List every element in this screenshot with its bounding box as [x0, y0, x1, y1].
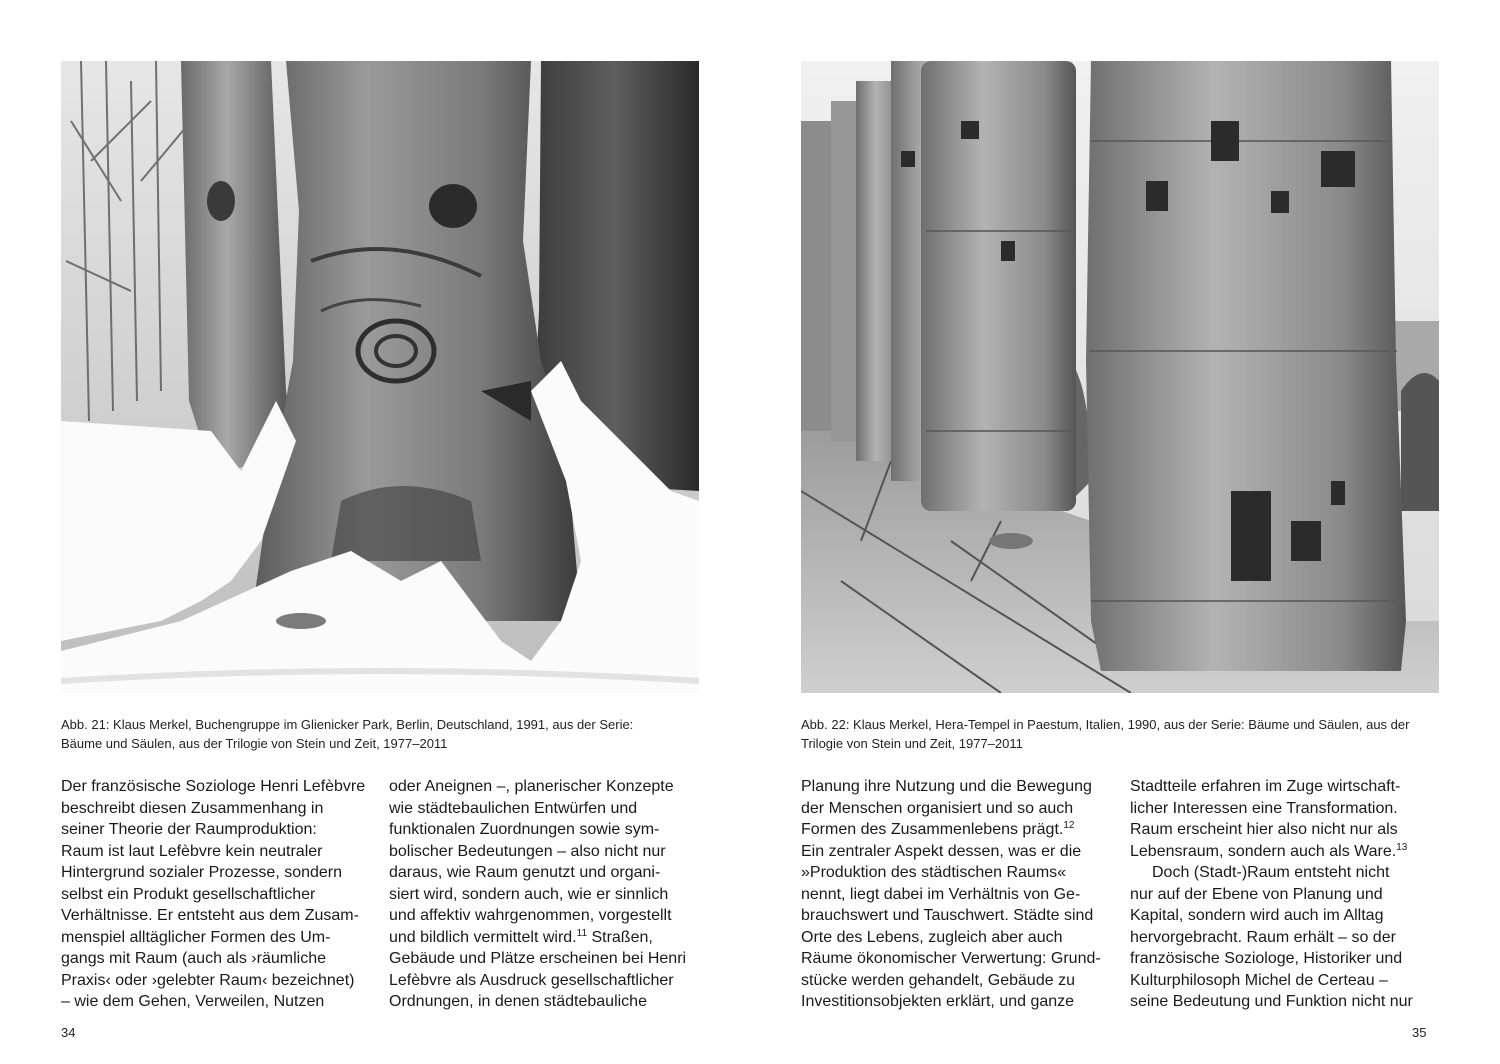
text-line: Investitionsobjekten erklärt, und ganze: [801, 993, 1075, 1010]
text-line: Doch (Stadt-)Raum entsteht nicht: [1152, 864, 1390, 881]
text-line: siert wird, sondern auch, wie er sinnlich: [389, 885, 669, 903]
text-span: Straßen,: [587, 928, 653, 946]
text-line: Ein zentraler Aspekt dessen, was er die: [801, 842, 1082, 860]
figure-caption-22: [801, 715, 1441, 753]
text-line: Räume ökonomischer Verwertung: Grund-: [801, 950, 1101, 967]
text-line: Hintergrund sozialer Prozesse, sondern: [61, 864, 343, 881]
text-line: Stadtteile erfahren im Zuge wirtschaft-: [1130, 778, 1401, 795]
text-line: menspiel alltäglicher Formen des Um-: [61, 928, 331, 946]
body-column-3: [801, 776, 1119, 1013]
text-line: oder Aneignen –, planerischer Konzepte: [389, 778, 674, 795]
text-line: – wie dem Gehen, Verweilen, Nutzen: [61, 993, 325, 1010]
caption-line: Abb. 21: Klaus Merkel, Buchengruppe im Glienicker Park, Berlin, Deutschland, 1991, aus der Serie:: [61, 717, 634, 732]
footnote-ref-11[interactable]: 11: [576, 927, 588, 939]
footnote-ref-13[interactable]: 13: [1396, 841, 1408, 853]
text-line: stücke werden gehandelt, Gebäude zu: [801, 971, 1075, 989]
text-line: selbst ein Produkt gesellschaftlicher: [61, 885, 316, 903]
text-line: »Produktion des städtischen Raums«: [801, 864, 1067, 881]
text-line: licher Interessen eine Transformation.: [1130, 799, 1398, 817]
body-column-4: [1130, 776, 1448, 1013]
body-column-2: [389, 776, 707, 1013]
photo-beech-trees-snow: [61, 61, 699, 693]
text-line: [801, 819, 1119, 841]
text-line: funktionalen Zuordnungen sowie sym-: [389, 821, 660, 838]
temple-columns-illustration: [801, 61, 1439, 693]
text-line: seiner Theorie der Raumproduktion:: [61, 821, 317, 838]
text-line: brauchswert und Tauschwert. Städte sind: [801, 907, 1094, 924]
text-line: Raum ist laut Lefèbvre kein neutraler: [61, 842, 323, 860]
text-span: und bildlich vermittelt wird.: [389, 928, 577, 946]
text-line: und affektiv wahrgenommen, vorgestellt: [389, 907, 672, 924]
caption-line: Trilogie von Stein und Zeit, 1977–2011: [801, 736, 1023, 751]
figure-caption-21: [61, 715, 701, 753]
text-line: Planung ihre Nutzung und die Bewegung: [801, 778, 1092, 795]
right-page: [750, 0, 1500, 1064]
page-number: 35: [1412, 1025, 1427, 1040]
text-line: Ordnungen, in denen städtebauliche: [389, 993, 647, 1010]
text-line: bolischer Bedeutungen – also nicht nur: [389, 842, 666, 860]
text-line: daraus, wie Raum genutzt und organi-: [389, 864, 661, 881]
text-line: Gebäude und Plätze erscheinen bei Henri: [389, 950, 687, 967]
page-number: 34: [61, 1025, 76, 1040]
body-column-1: [61, 776, 379, 1013]
text-line: gangs mit Raum (auch als ›räumliche: [61, 950, 326, 967]
text-line: [389, 927, 707, 949]
text-line: [1130, 841, 1448, 863]
text-line: nur auf der Ebene von Planung und: [1130, 885, 1383, 903]
text-line: Raum erscheint hier also nicht nur als: [1130, 821, 1398, 838]
text-line: der Menschen organisiert und so auch: [801, 799, 1074, 817]
text-line: nennt, liegt dabei im Verhältnis von Ge-: [801, 885, 1081, 903]
text-line: Kapital, sondern wird auch im Alltag: [1130, 907, 1384, 924]
text-line: Der französische Soziologe Henri Lefèbvre: [61, 778, 366, 795]
text-line: Verhältnisse. Er entsteht aus dem Zusam-: [61, 907, 359, 924]
photo-hera-temple-columns: [801, 61, 1439, 693]
text-line: Kulturphilosoph Michel de Certeau –: [1130, 971, 1388, 989]
beech-trees-illustration: [61, 61, 699, 693]
footnote-ref-12[interactable]: 12: [1063, 820, 1075, 831]
text-line: seine Bedeutung und Funktion nicht nur: [1130, 993, 1413, 1010]
text-line: Orte des Lebens, zugleich aber auch: [801, 928, 1063, 946]
text-line: französische Soziologe, Historiker und: [1130, 950, 1403, 967]
text-line: wie städtebaulichen Entwürfen und: [389, 799, 638, 817]
caption-line: Abb. 22: Klaus Merkel, Hera-Tempel in Paestum, Italien, 1990, aus der Serie: Bäume und Säulen, aus der: [801, 717, 1410, 732]
text-span: Lebensraum, sondern auch als Ware.: [1130, 842, 1397, 860]
text-line: beschreibt diesen Zusammenhang in: [61, 799, 324, 817]
text-line: Lefèbvre als Ausdruck gesellschaftlicher: [389, 971, 674, 989]
caption-line: Bäume und Säulen, aus der Trilogie von Stein und Zeit, 1977–2011: [61, 736, 448, 751]
text-line: hervorgebracht. Raum erhält – so der: [1130, 928, 1396, 946]
text-line: Praxis‹ oder ›gelebter Raum‹ bezeichnet): [61, 971, 355, 989]
text-span: Formen des Zusammenlebens prägt.: [801, 821, 1064, 838]
